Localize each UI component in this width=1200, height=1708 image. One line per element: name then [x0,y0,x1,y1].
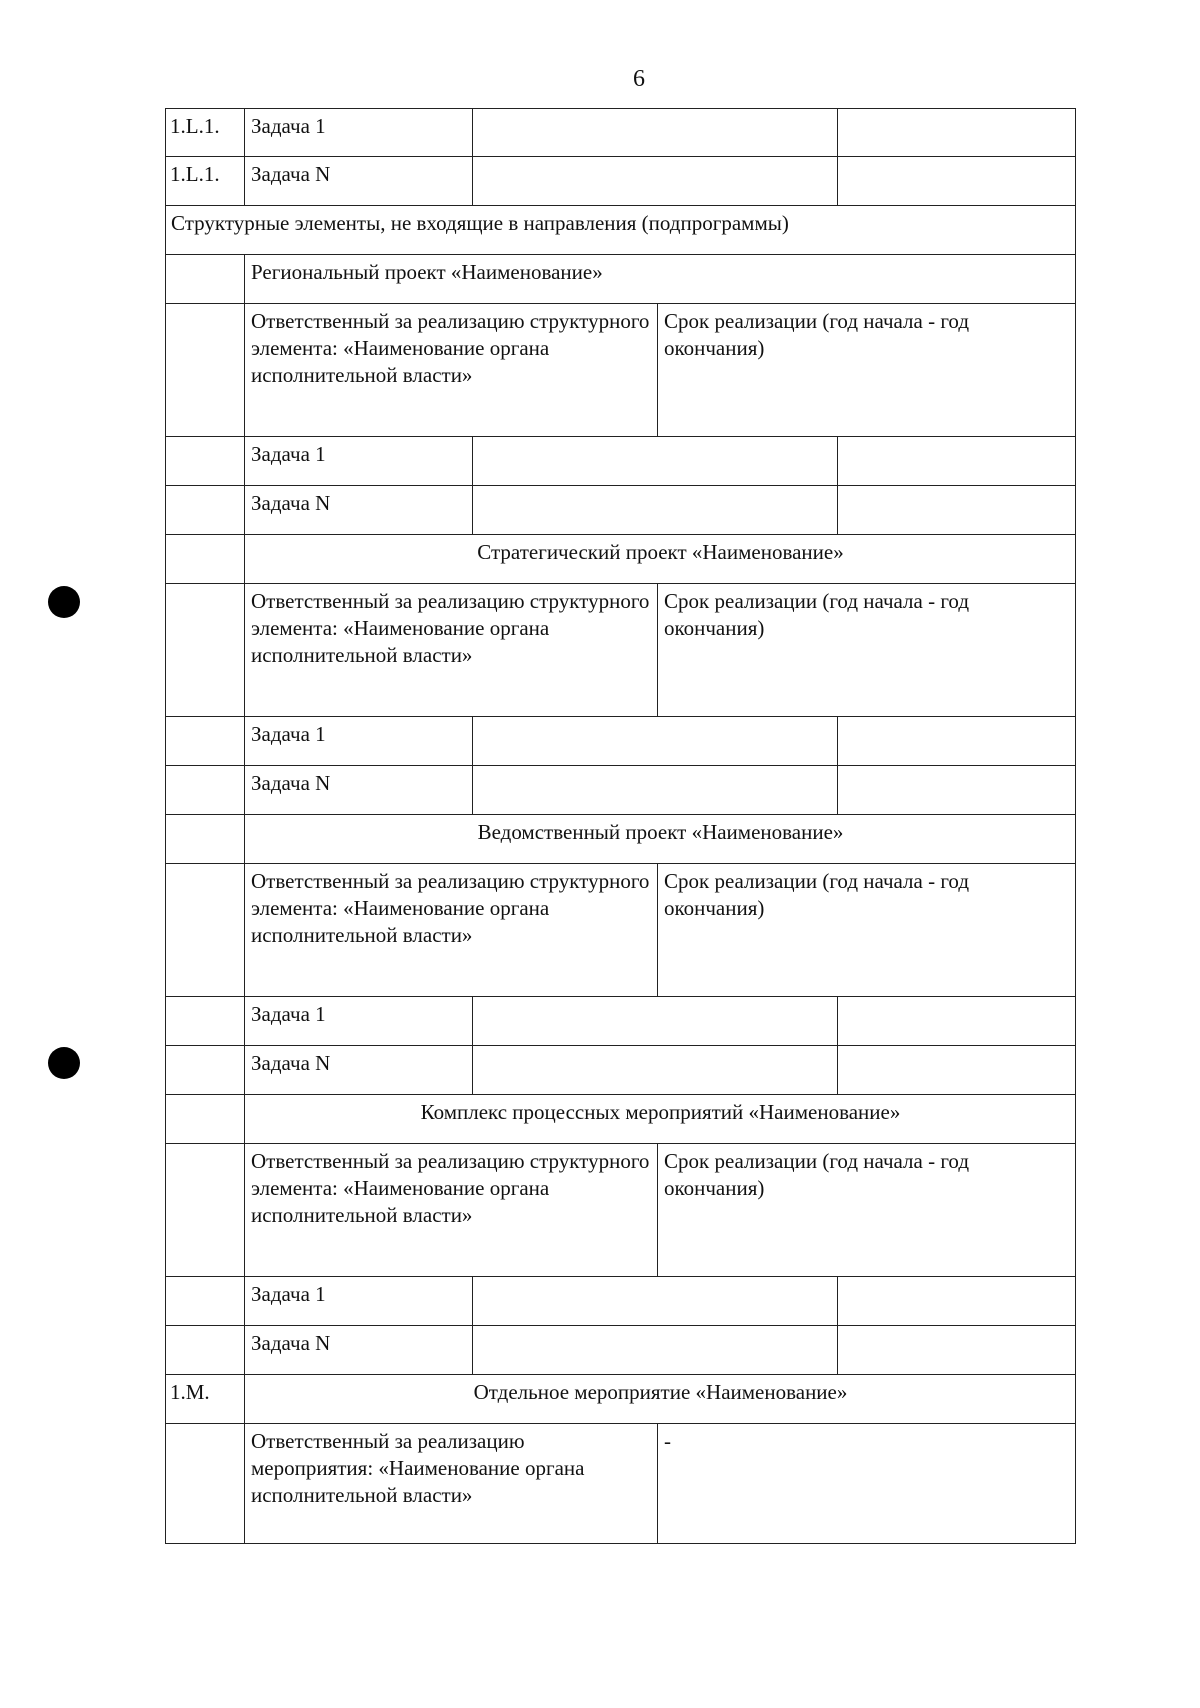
project-title-row [165,535,1076,584]
empty-cell [473,1326,838,1374]
page-number: 6 [633,66,645,92]
empty-cell [165,815,245,863]
empty-cell [473,486,838,534]
empty-cell [165,486,245,534]
table-row [165,1277,1076,1326]
table-row [165,437,1076,486]
task-cell: Задача 1 [245,1277,473,1325]
empty-cell [838,1277,1076,1325]
empty-cell [165,535,245,583]
responsible-cell: Ответственный за реализацию структурного элемента: «Наименование органа исполнительной власти» [245,864,658,996]
empty-cell [473,717,838,765]
empty-cell [838,109,1076,156]
empty-cell [473,1046,838,1094]
empty-cell [473,109,838,156]
empty-cell [165,997,245,1045]
empty-cell [473,157,838,205]
responsible-cell: Ответственный за реализацию структурного элемента: «Наименование органа исполнительной власти» [245,584,658,716]
responsible-cell: Ответственный за реализацию мероприятия: «Наименование органа исполнительной власти» [245,1424,658,1543]
term-cell: - [664,1429,671,1453]
responsible-row [165,1144,1076,1277]
responsible-row [165,304,1076,437]
project-title: Региональный проект «Наименование» [251,260,603,284]
term-cell: Срок реализации (год начала - год окончания) [664,869,970,920]
empty-cell [165,437,245,485]
project-title-row [165,1095,1076,1144]
empty-cell [165,1095,245,1143]
task-cell: Задача 1 [245,109,473,156]
project-title-row [165,815,1076,864]
empty-cell [165,584,245,716]
row-number: 1.L.1. [165,157,245,205]
project-title: Комплекс процессных мероприятий «Наименование» [420,1100,901,1124]
empty-cell [165,717,245,765]
responsible-cell: Ответственный за реализацию структурного элемента: «Наименование органа исполнительной власти» [245,304,658,436]
empty-cell [165,1144,245,1276]
empty-cell [838,766,1076,814]
task-cell: Задача N [245,157,473,205]
empty-cell [838,486,1076,534]
table-row [165,486,1076,535]
responsible-cell: Ответственный за реализацию структурного элемента: «Наименование органа исполнительной власти» [245,1144,658,1276]
empty-cell [165,304,245,436]
project-title: Ведомственный проект «Наименование» [477,820,844,844]
empty-cell [165,1424,245,1543]
table-row [165,1326,1076,1375]
empty-cell [473,437,838,485]
task-cell: Задача 1 [245,437,473,485]
task-cell: Задача N [245,1326,473,1374]
table-row [165,717,1076,766]
empty-cell [165,766,245,814]
separate-event-title: Отдельное мероприятие «Наименование» [473,1380,848,1404]
empty-cell [838,1326,1076,1374]
table-row [165,766,1076,815]
section-heading: Структурные элементы, не входящие в направления (подпрограммы) [171,211,789,235]
empty-cell [473,766,838,814]
table-row [165,1046,1076,1095]
empty-cell [838,1046,1076,1094]
task-cell: Задача N [245,766,473,814]
punch-hole [48,1047,80,1079]
table-row [165,108,1076,157]
task-cell: Задача 1 [245,717,473,765]
empty-cell [165,255,245,303]
table-row [165,997,1076,1046]
empty-cell [838,997,1076,1045]
separate-event-title-row [165,1375,1076,1424]
empty-cell [165,1277,245,1325]
empty-cell [838,157,1076,205]
row-number: 1.L.1. [165,109,245,156]
task-cell: Задача 1 [245,997,473,1045]
task-cell: Задача N [245,1046,473,1094]
empty-cell [165,1326,245,1374]
section-heading-row [165,206,1076,255]
punch-hole [48,586,80,618]
term-cell: Срок реализации (год начала - год окончания) [664,589,970,640]
term-cell: Срок реализации (год начала - год окончания) [664,1149,970,1200]
project-title: Стратегический проект «Наименование» [477,540,844,564]
responsible-row [165,864,1076,997]
responsible-row [165,584,1076,717]
table-row [165,157,1076,206]
empty-cell [838,437,1076,485]
empty-cell [165,1046,245,1094]
task-cell: Задача N [245,486,473,534]
empty-cell [165,864,245,996]
empty-cell [473,1277,838,1325]
project-title-row [165,255,1076,304]
row-number: 1.M. [165,1375,245,1423]
empty-cell [473,997,838,1045]
term-cell: Срок реализации (год начала - год окончания) [664,309,970,360]
empty-cell [838,717,1076,765]
responsible-row [165,1424,1076,1544]
